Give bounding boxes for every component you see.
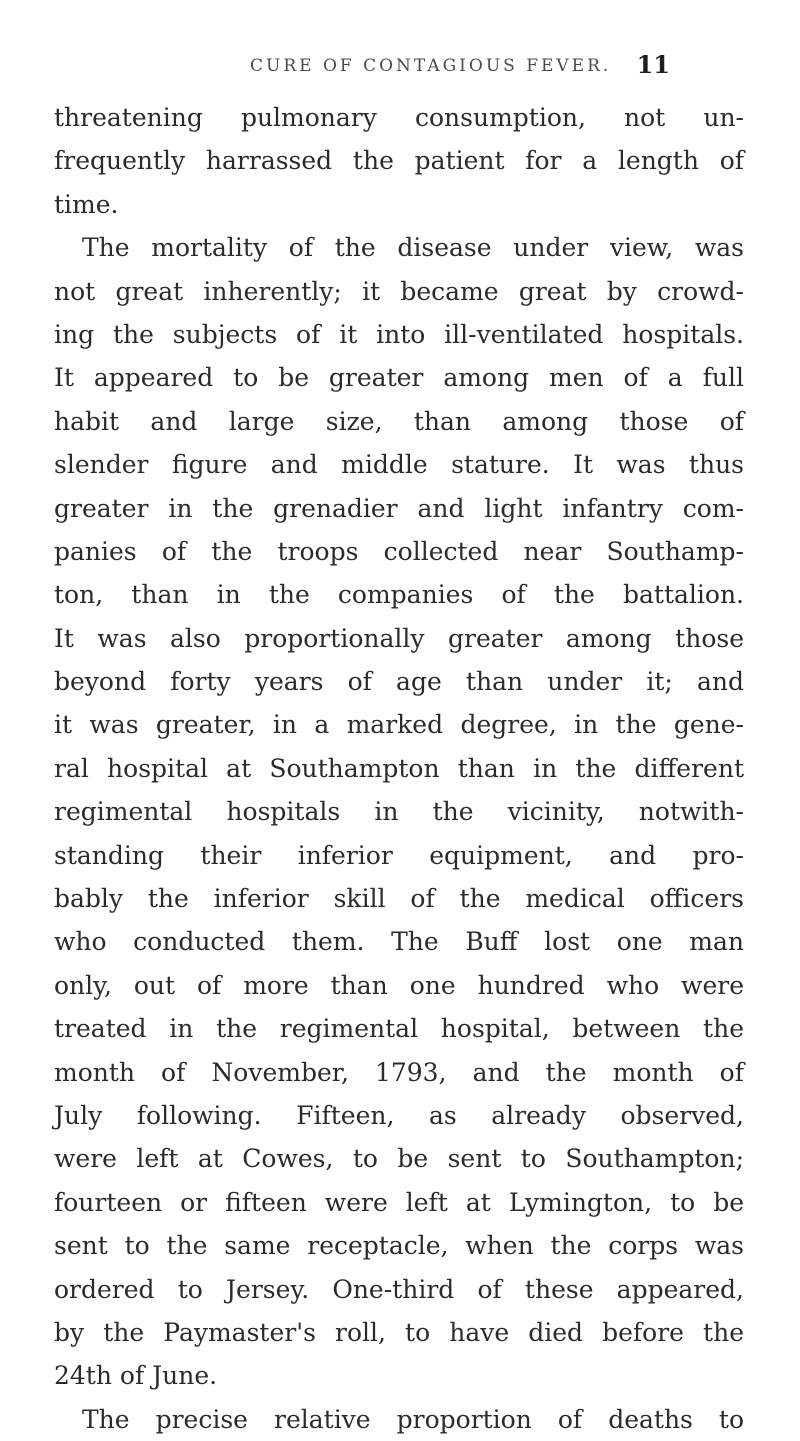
text-line: regimental hospitals in the vicinity, notwith-	[54, 797, 744, 827]
text-line: slender figure and middle stature. It was thus	[54, 450, 744, 480]
text-line: threatening pulmonary consumption, not un-	[54, 103, 744, 132]
text-line: treated in the regimental hospital, between the	[54, 1014, 744, 1044]
text-line: time.	[54, 189, 119, 219]
text-line: July following. Fifteen, as already observed,	[54, 1100, 744, 1130]
text-line: who conducted them. The Buff lost one man	[54, 927, 744, 957]
text-line: by the Paymaster's roll, to have died before the	[54, 1317, 744, 1347]
text-line: habit and large size, than among those of	[54, 406, 744, 436]
text-line: It appeared to be greater among men of a full	[54, 363, 744, 393]
text-line: panies of the troops collected near Southamp-	[54, 536, 744, 566]
text-line: greater in the grenadier and light infantry com-	[54, 493, 744, 523]
text-line: The precise relative proportion of deaths to	[82, 1404, 744, 1434]
body-text	[54, 96, 744, 1441]
text-line: ton, than in the companies of the battalion.	[54, 580, 744, 610]
text-line: it was greater, in a marked degree, in the gene-	[54, 710, 744, 740]
text-line: ral hospital at Southampton than in the different	[54, 753, 744, 783]
text-line: beyond forty years of age than under it; and	[54, 667, 744, 697]
text-line: fourteen or fifteen were left at Lymington, to be	[54, 1187, 744, 1217]
text-line: sent to the same receptacle, when the corps was	[54, 1231, 744, 1261]
text-line: standing their inferior equipment, and pro-	[54, 840, 744, 870]
running-title: CURE OF CONTAGIOUS FEVER.	[250, 56, 612, 76]
text-line: frequently harrassed the patient for a length of	[54, 146, 744, 176]
text-line: bably the inferior skill of the medical officers	[54, 884, 744, 914]
text-line: not great inherently; it became great by crowd-	[54, 276, 744, 306]
text-line: were left at Cowes, to be sent to Southampton;	[54, 1144, 744, 1174]
text-line: The mortality of the disease under view, was	[82, 233, 744, 263]
page-header	[250, 50, 670, 86]
text-line: ordered to Jersey. One-third of these appeared,	[54, 1274, 744, 1304]
text-line: It was also proportionally greater among those	[54, 623, 744, 653]
page-number: 11	[636, 50, 670, 79]
text-line: 24th of June.	[54, 1361, 218, 1391]
text-line: only, out of more than one hundred who were	[54, 970, 744, 1000]
text-line: month of November, 1793, and the month of	[54, 1057, 744, 1087]
text-line: ing the subjects of it into ill-ventilated hospitals.	[54, 319, 744, 349]
